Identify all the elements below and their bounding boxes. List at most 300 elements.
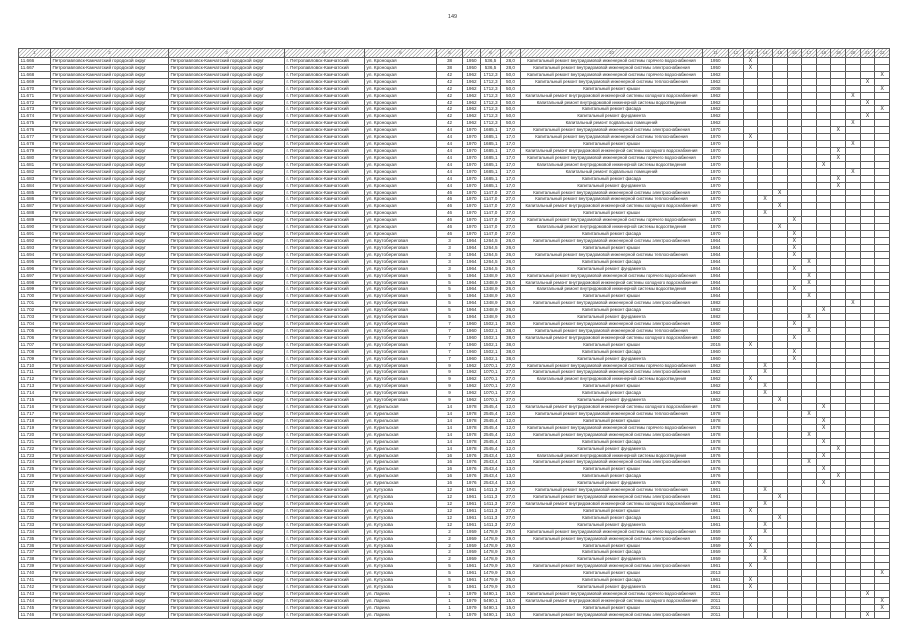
period-cell xyxy=(729,515,744,522)
settlement-cell: Петропавловск-Камчатский городской округ xyxy=(169,72,285,79)
repair-year-cell: 1962 xyxy=(703,72,729,79)
period-cell xyxy=(831,190,846,197)
locality-cell: г. Петропавловск-Камчатский xyxy=(285,356,365,363)
period-mark: X xyxy=(851,168,855,175)
work-type-cell: Капитальный ремонт внутридомовой инженерной системы холодного водоснабжения xyxy=(521,148,703,155)
period-cell xyxy=(773,307,788,314)
period-cell xyxy=(773,93,788,100)
period-cell xyxy=(846,155,861,162)
house-number-cell: 46 xyxy=(437,210,463,217)
period-cell xyxy=(744,134,759,141)
period-cell xyxy=(788,363,803,370)
wear-percent-cell: 38,0 xyxy=(501,321,521,328)
row-number-cell: 11.666 xyxy=(19,58,51,65)
total-area-cell: 1348,9 xyxy=(481,314,501,321)
total-area-cell: 2545,4 xyxy=(481,439,501,446)
period-cell xyxy=(817,113,832,120)
period-cell xyxy=(846,501,861,508)
municipality-cell: Петропавловск-Камчатский городской округ xyxy=(51,515,169,522)
street-cell: ул. Кроноцкая xyxy=(365,79,437,86)
row-number-cell: 11.690 xyxy=(19,224,51,231)
house-number-cell: 12 xyxy=(437,522,463,529)
period-cell xyxy=(758,328,773,335)
period-cell xyxy=(875,113,890,120)
period-cell xyxy=(875,487,890,494)
period-cell xyxy=(744,328,759,335)
period-cell xyxy=(758,494,773,501)
period-mark: X xyxy=(807,272,811,279)
period-cell xyxy=(875,72,890,79)
locality-cell: г. Петропавловск-Камчатский xyxy=(285,79,365,86)
work-type-cell: Капитальный ремонт внутридомовой инженерной системы водоотведения xyxy=(521,286,703,293)
street-cell: ул. Кутузова xyxy=(365,549,437,556)
column-number-cell: 6 xyxy=(437,49,463,58)
total-area-cell: 1264,5 xyxy=(481,266,501,273)
total-area-cell: 1264,5 xyxy=(481,252,501,259)
period-cell xyxy=(875,252,890,259)
period-cell xyxy=(788,556,803,563)
period-cell xyxy=(817,432,832,439)
period-cell xyxy=(744,162,759,169)
period-cell xyxy=(875,529,890,536)
repair-year-cell: 1962 xyxy=(703,397,729,404)
municipality-cell: Петропавловск-Камчатский городской округ xyxy=(51,79,169,86)
period-cell xyxy=(875,522,890,529)
table-row xyxy=(19,314,890,321)
work-type-cell: Капитальный ремонт фундамента xyxy=(521,314,703,321)
period-cell xyxy=(758,155,773,162)
period-cell xyxy=(831,418,846,425)
street-cell: ул. Крутобереговая xyxy=(365,328,437,335)
period-cell xyxy=(773,328,788,335)
work-type-cell: Капитальный ремонт внутридомовой инженерной системы теплоснабжения xyxy=(521,487,703,494)
period-mark: X xyxy=(807,314,811,321)
period-cell xyxy=(802,404,817,411)
period-cell xyxy=(817,259,832,266)
table-row xyxy=(19,446,890,453)
column-number-cell: 9 xyxy=(501,49,521,58)
period-cell xyxy=(875,183,890,190)
period-cell xyxy=(846,349,861,356)
period-cell xyxy=(875,349,890,356)
street-cell: ул. Крутобереговая xyxy=(365,383,437,390)
wear-percent-cell: 13,0 xyxy=(501,453,521,460)
work-type-cell: Капитальный ремонт фасада xyxy=(521,390,703,397)
municipality-cell: Петропавловск-Камчатский городской округ xyxy=(51,238,169,245)
wear-percent-cell: 26,0 xyxy=(501,266,521,273)
total-area-cell: 1685,1 xyxy=(481,127,501,134)
period-cell xyxy=(744,508,759,515)
period-cell xyxy=(875,549,890,556)
period-cell xyxy=(861,273,876,280)
period-cell xyxy=(773,515,788,522)
period-cell xyxy=(729,190,744,197)
period-cell xyxy=(758,425,773,432)
period-cell xyxy=(773,446,788,453)
house-number-cell: 5 xyxy=(437,563,463,570)
year-built-cell: 1978 xyxy=(463,411,481,418)
period-cell xyxy=(788,376,803,383)
period-cell xyxy=(758,570,773,577)
period-cell xyxy=(802,134,817,141)
period-cell xyxy=(831,328,846,335)
table-row xyxy=(19,58,890,65)
period-cell xyxy=(861,217,876,224)
street-cell: ул. Кутузова xyxy=(365,508,437,515)
period-cell xyxy=(817,134,832,141)
period-cell xyxy=(802,369,817,376)
period-cell xyxy=(846,65,861,72)
repair-year-cell: 1964 xyxy=(703,273,729,280)
work-type-cell: Капитальный ремонт фундамента xyxy=(521,446,703,453)
period-cell xyxy=(817,411,832,418)
settlement-cell: Петропавловск-Камчатский городской округ xyxy=(169,605,285,612)
locality-cell: г. Петропавловск-Камчатский xyxy=(285,93,365,100)
period-cell xyxy=(788,349,803,356)
period-cell xyxy=(831,577,846,584)
period-cell xyxy=(802,79,817,86)
period-cell xyxy=(773,522,788,529)
wear-percent-cell: 29,0 xyxy=(501,536,521,543)
period-cell xyxy=(773,570,788,577)
settlement-cell: Петропавловск-Камчатский городской округ xyxy=(169,515,285,522)
period-cell xyxy=(729,591,744,598)
period-cell xyxy=(788,522,803,529)
municipality-cell: Петропавловск-Камчатский городской округ xyxy=(51,543,169,550)
period-cell xyxy=(861,252,876,259)
period-cell xyxy=(773,127,788,134)
municipality-cell: Петропавловск-Камчатский городской округ xyxy=(51,58,169,65)
period-cell xyxy=(875,328,890,335)
period-cell xyxy=(831,307,846,314)
repair-year-cell: 1964 xyxy=(703,280,729,287)
house-number-cell: 2 xyxy=(437,543,463,550)
period-cell xyxy=(875,598,890,605)
work-type-cell: Капитальный ремонт внутридомовой инженерной системы горячего водоснабжения xyxy=(521,72,703,79)
total-area-cell: 2545,4 xyxy=(481,418,501,425)
period-cell xyxy=(744,127,759,134)
period-cell xyxy=(773,577,788,584)
table-row xyxy=(19,259,890,266)
wear-percent-cell: 27,0 xyxy=(501,203,521,210)
total-area-cell: 1502,1 xyxy=(481,328,501,335)
period-cell xyxy=(846,335,861,342)
settlement-cell: Петропавловск-Камчатский городской округ xyxy=(169,536,285,543)
period-cell xyxy=(729,494,744,501)
repair-year-cell: 1976 xyxy=(703,453,729,460)
period-cell xyxy=(788,314,803,321)
total-area-cell: 1685,1 xyxy=(481,148,501,155)
period-cell xyxy=(729,286,744,293)
period-cell xyxy=(758,577,773,584)
period-cell xyxy=(729,217,744,224)
column-number-cell: 15 xyxy=(773,49,788,58)
total-area-cell: 1348,9 xyxy=(481,293,501,300)
period-cell xyxy=(788,127,803,134)
year-built-cell: 1964 xyxy=(463,245,481,252)
period-cell xyxy=(729,169,744,176)
period-cell xyxy=(802,459,817,466)
period-cell xyxy=(831,563,846,570)
row-number-cell: 11.717 xyxy=(19,411,51,418)
house-number-cell: 2 xyxy=(437,556,463,563)
period-cell xyxy=(758,113,773,120)
wear-percent-cell: 17,0 xyxy=(501,127,521,134)
period-mark: X xyxy=(807,431,811,438)
period-cell xyxy=(861,376,876,383)
work-type-cell: Капитальный ремонт фундамента xyxy=(521,522,703,529)
period-cell xyxy=(758,183,773,190)
house-number-cell: 9 xyxy=(437,376,463,383)
repair-year-cell: 1970 xyxy=(703,155,729,162)
work-type-cell: Капитальный ремонт подвальных помещений xyxy=(521,120,703,127)
period-cell xyxy=(773,58,788,65)
period-mark: X xyxy=(821,466,826,473)
work-type-cell: Капитальный ремонт внутридомовой инженерной системы горячего водоснабжения xyxy=(521,363,703,370)
street-cell: ул. Кроноцкая xyxy=(365,176,437,183)
total-area-cell: 2545,4 xyxy=(481,425,501,432)
total-area-cell: 1478,9 xyxy=(481,529,501,536)
street-cell: ул. Крутобереговая xyxy=(365,286,437,293)
table-row xyxy=(19,411,890,418)
period-cell xyxy=(875,376,890,383)
period-cell xyxy=(817,58,832,65)
locality-cell: г. Петропавловск-Камчатский xyxy=(285,515,365,522)
total-area-cell: 1147,0 xyxy=(481,217,501,224)
period-cell xyxy=(817,439,832,446)
period-cell xyxy=(846,79,861,86)
wear-percent-cell: 12,0 xyxy=(501,418,521,425)
row-number-cell: 11.670 xyxy=(19,86,51,93)
total-area-cell: 1070,1 xyxy=(481,383,501,390)
repair-year-cell: 2011 xyxy=(703,612,729,619)
period-cell xyxy=(846,577,861,584)
table-row xyxy=(19,577,890,584)
street-cell: ул. Крутобереговая xyxy=(365,238,437,245)
period-mark: X xyxy=(807,279,811,286)
house-number-cell: 12 xyxy=(437,501,463,508)
settlement-cell: Петропавловск-Камчатский городской округ xyxy=(169,245,285,252)
row-number-cell: 11.742 xyxy=(19,584,51,591)
period-cell xyxy=(861,245,876,252)
settlement-cell: Петропавловск-Камчатский городской округ xyxy=(169,459,285,466)
period-cell xyxy=(802,376,817,383)
period-cell xyxy=(758,549,773,556)
house-number-cell: 7 xyxy=(437,321,463,328)
period-cell xyxy=(861,349,876,356)
period-cell xyxy=(773,134,788,141)
settlement-cell: Петропавловск-Камчатский городской округ xyxy=(169,183,285,190)
period-cell xyxy=(875,363,890,370)
work-type-cell: Капитальный ремонт фундамента xyxy=(521,397,703,404)
repair-year-cell: 1982 xyxy=(703,314,729,321)
settlement-cell: Петропавловск-Камчатский городской округ xyxy=(169,106,285,113)
table-row xyxy=(19,591,890,598)
repair-year-cell: 1962 xyxy=(703,120,729,127)
wear-percent-cell: 38,0 xyxy=(501,342,521,349)
year-built-cell: 1970 xyxy=(463,217,481,224)
municipality-cell: Петропавловск-Камчатский городской округ xyxy=(51,342,169,349)
period-cell xyxy=(802,432,817,439)
period-mark: X xyxy=(880,570,884,577)
period-cell xyxy=(831,210,846,217)
period-cell xyxy=(758,86,773,93)
year-built-cell: 1962 xyxy=(463,106,481,113)
municipality-cell: Петропавловск-Камчатский городской округ xyxy=(51,141,169,148)
period-cell xyxy=(758,335,773,342)
repair-year-cell: 1970 xyxy=(703,162,729,169)
period-cell xyxy=(831,72,846,79)
period-cell xyxy=(846,252,861,259)
table-row xyxy=(19,480,890,487)
municipality-cell: Петропавловск-Камчатский городской округ xyxy=(51,321,169,328)
municipality-cell: Петропавловск-Камчатский городской округ xyxy=(51,612,169,619)
street-cell: ул. Крутобереговая xyxy=(365,397,437,404)
municipality-cell: Петропавловск-Камчатский городской округ xyxy=(51,577,169,584)
municipality-cell: Петропавловск-Камчатский городской округ xyxy=(51,584,169,591)
total-area-cell: 1502,1 xyxy=(481,349,501,356)
table-row xyxy=(19,65,890,72)
period-cell xyxy=(729,369,744,376)
row-number-cell: 11.726 xyxy=(19,473,51,480)
wear-percent-cell: 17,0 xyxy=(501,148,521,155)
period-cell xyxy=(729,439,744,446)
period-cell xyxy=(846,591,861,598)
period-cell xyxy=(846,529,861,536)
municipality-cell: Петропавловск-Камчатский городской округ xyxy=(51,217,169,224)
period-cell xyxy=(729,577,744,584)
period-cell xyxy=(802,259,817,266)
period-cell xyxy=(875,369,890,376)
settlement-cell: Петропавловск-Камчатский городской округ xyxy=(169,196,285,203)
period-cell xyxy=(817,494,832,501)
period-cell xyxy=(773,508,788,515)
period-cell xyxy=(861,120,876,127)
period-cell xyxy=(729,293,744,300)
row-number-cell: 11.702 xyxy=(19,307,51,314)
period-cell xyxy=(861,598,876,605)
repair-year-cell: 1978 xyxy=(703,446,729,453)
period-cell xyxy=(861,86,876,93)
period-cell xyxy=(744,404,759,411)
house-number-cell: 44 xyxy=(437,176,463,183)
period-cell xyxy=(817,363,832,370)
period-cell xyxy=(758,543,773,550)
street-cell: ул. Курильская xyxy=(365,453,437,460)
period-cell xyxy=(802,363,817,370)
work-type-cell: Капитальный ремонт внутридомовой инженерной системы холодного водоснабжения xyxy=(521,501,703,508)
period-mark: X xyxy=(763,369,767,376)
work-type-cell: Капитальный ремонт крыши xyxy=(521,86,703,93)
row-number-cell: 11.692 xyxy=(19,238,51,245)
table-row xyxy=(19,487,890,494)
period-cell xyxy=(802,411,817,418)
street-cell: ул. Кроноцкая xyxy=(365,58,437,65)
period-cell xyxy=(846,72,861,79)
period-cell xyxy=(729,563,744,570)
period-cell xyxy=(729,79,744,86)
period-cell xyxy=(773,280,788,287)
period-cell xyxy=(861,231,876,238)
period-cell xyxy=(802,238,817,245)
period-cell xyxy=(758,196,773,203)
period-cell xyxy=(729,612,744,619)
year-built-cell: 1970 xyxy=(463,127,481,134)
period-cell xyxy=(758,508,773,515)
period-mark: X xyxy=(821,480,826,487)
row-number-cell: 11.733 xyxy=(19,522,51,529)
row-number-cell: 11.696 xyxy=(19,266,51,273)
period-mark: X xyxy=(807,411,811,418)
table-row xyxy=(19,459,890,466)
period-mark: X xyxy=(851,141,855,148)
period-cell xyxy=(861,570,876,577)
settlement-cell: Петропавловск-Камчатский городской округ xyxy=(169,487,285,494)
period-cell xyxy=(729,127,744,134)
locality-cell: г. Петропавловск-Камчатский xyxy=(285,169,365,176)
period-cell xyxy=(831,176,846,183)
period-cell xyxy=(729,300,744,307)
period-cell xyxy=(846,134,861,141)
period-cell xyxy=(831,556,846,563)
period-cell xyxy=(831,169,846,176)
year-built-cell: 1961 xyxy=(463,584,481,591)
period-cell xyxy=(744,196,759,203)
period-cell xyxy=(802,148,817,155)
period-cell xyxy=(758,72,773,79)
period-mark: X xyxy=(792,334,797,341)
period-cell xyxy=(758,280,773,287)
period-cell xyxy=(875,556,890,563)
period-cell xyxy=(861,508,876,515)
period-cell xyxy=(846,106,861,113)
period-cell xyxy=(758,432,773,439)
period-cell xyxy=(744,65,759,72)
period-mark: X xyxy=(792,217,797,224)
period-cell xyxy=(773,480,788,487)
period-mark: X xyxy=(792,237,797,244)
period-mark: X xyxy=(763,390,767,397)
house-number-cell: 5 xyxy=(437,570,463,577)
year-built-cell: 1959 xyxy=(463,549,481,556)
period-mark: X xyxy=(792,286,797,293)
repair-year-cell: 1970 xyxy=(703,148,729,155)
house-number-cell: 44 xyxy=(437,127,463,134)
period-cell xyxy=(817,148,832,155)
period-cell xyxy=(802,224,817,231)
locality-cell: г. Петропавловск-Камчатский xyxy=(285,425,365,432)
period-cell xyxy=(831,113,846,120)
period-cell xyxy=(846,176,861,183)
wear-percent-cell: 26,0 xyxy=(501,293,521,300)
municipality-cell: Петропавловск-Камчатский городской округ xyxy=(51,307,169,314)
row-number-cell: 11.738 xyxy=(19,556,51,563)
wear-percent-cell: 27,0 xyxy=(501,390,521,397)
period-cell xyxy=(802,522,817,529)
row-number-cell: 11.689 xyxy=(19,217,51,224)
work-type-cell: Капитальный ремонт фасада xyxy=(521,307,703,314)
period-cell xyxy=(802,273,817,280)
period-cell xyxy=(758,349,773,356)
period-cell xyxy=(861,390,876,397)
period-cell xyxy=(831,141,846,148)
wear-percent-cell: 15,0 xyxy=(501,591,521,598)
period-cell xyxy=(729,176,744,183)
period-cell xyxy=(744,425,759,432)
period-cell xyxy=(831,584,846,591)
period-cell xyxy=(817,466,832,473)
period-cell xyxy=(831,224,846,231)
